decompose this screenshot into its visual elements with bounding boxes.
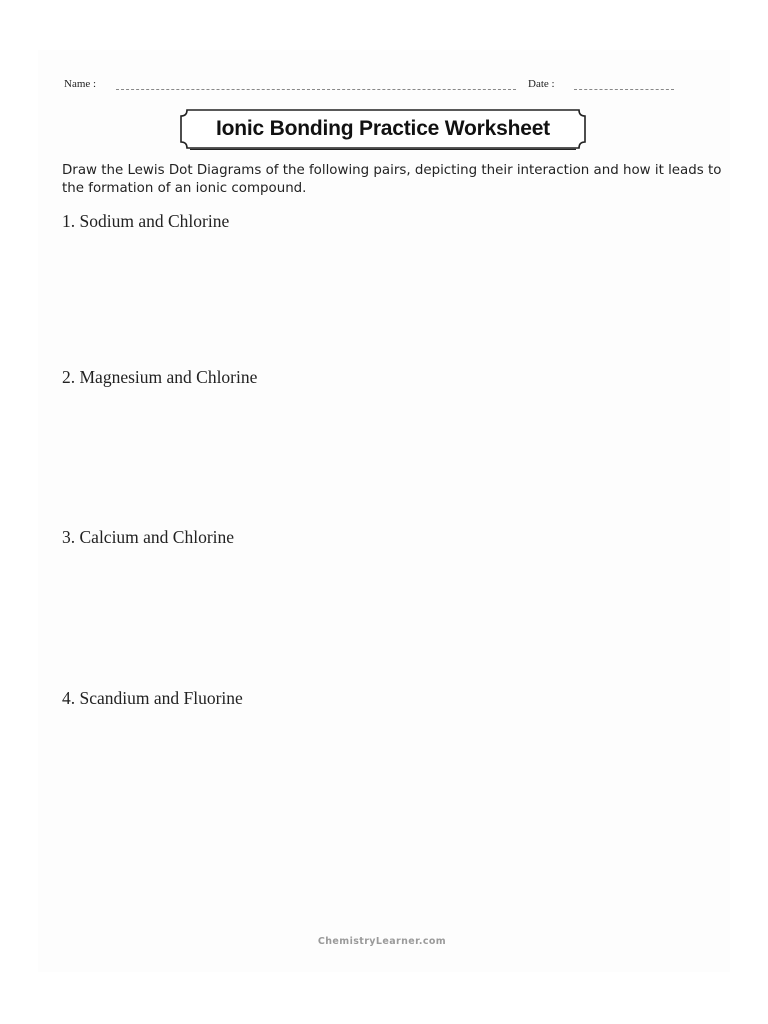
date-label: Date : [528,78,555,90]
header-row [64,78,676,96]
title-banner [178,108,588,150]
question-3: 3. Calcium and Chlorine [62,527,235,547]
instructions-text: Draw the Lewis Dot Diagrams of the following pairs, depicting their interaction and how it leads to the formation of an ionic compound. [62,163,722,196]
name-label: Name : [64,78,97,90]
question-1: 1. Sodium and Chlorine [62,211,230,231]
name-blank-line [116,89,516,90]
date-blank-line [574,89,674,90]
page-title: Ionic Bonding Practice Worksheet [216,117,550,140]
question-4: 4. Scandium and Fluorine [62,688,243,708]
question-2: 2. Magnesium and Chlorine [62,367,258,387]
footer-credit: ChemistryLearner.com [317,936,447,947]
